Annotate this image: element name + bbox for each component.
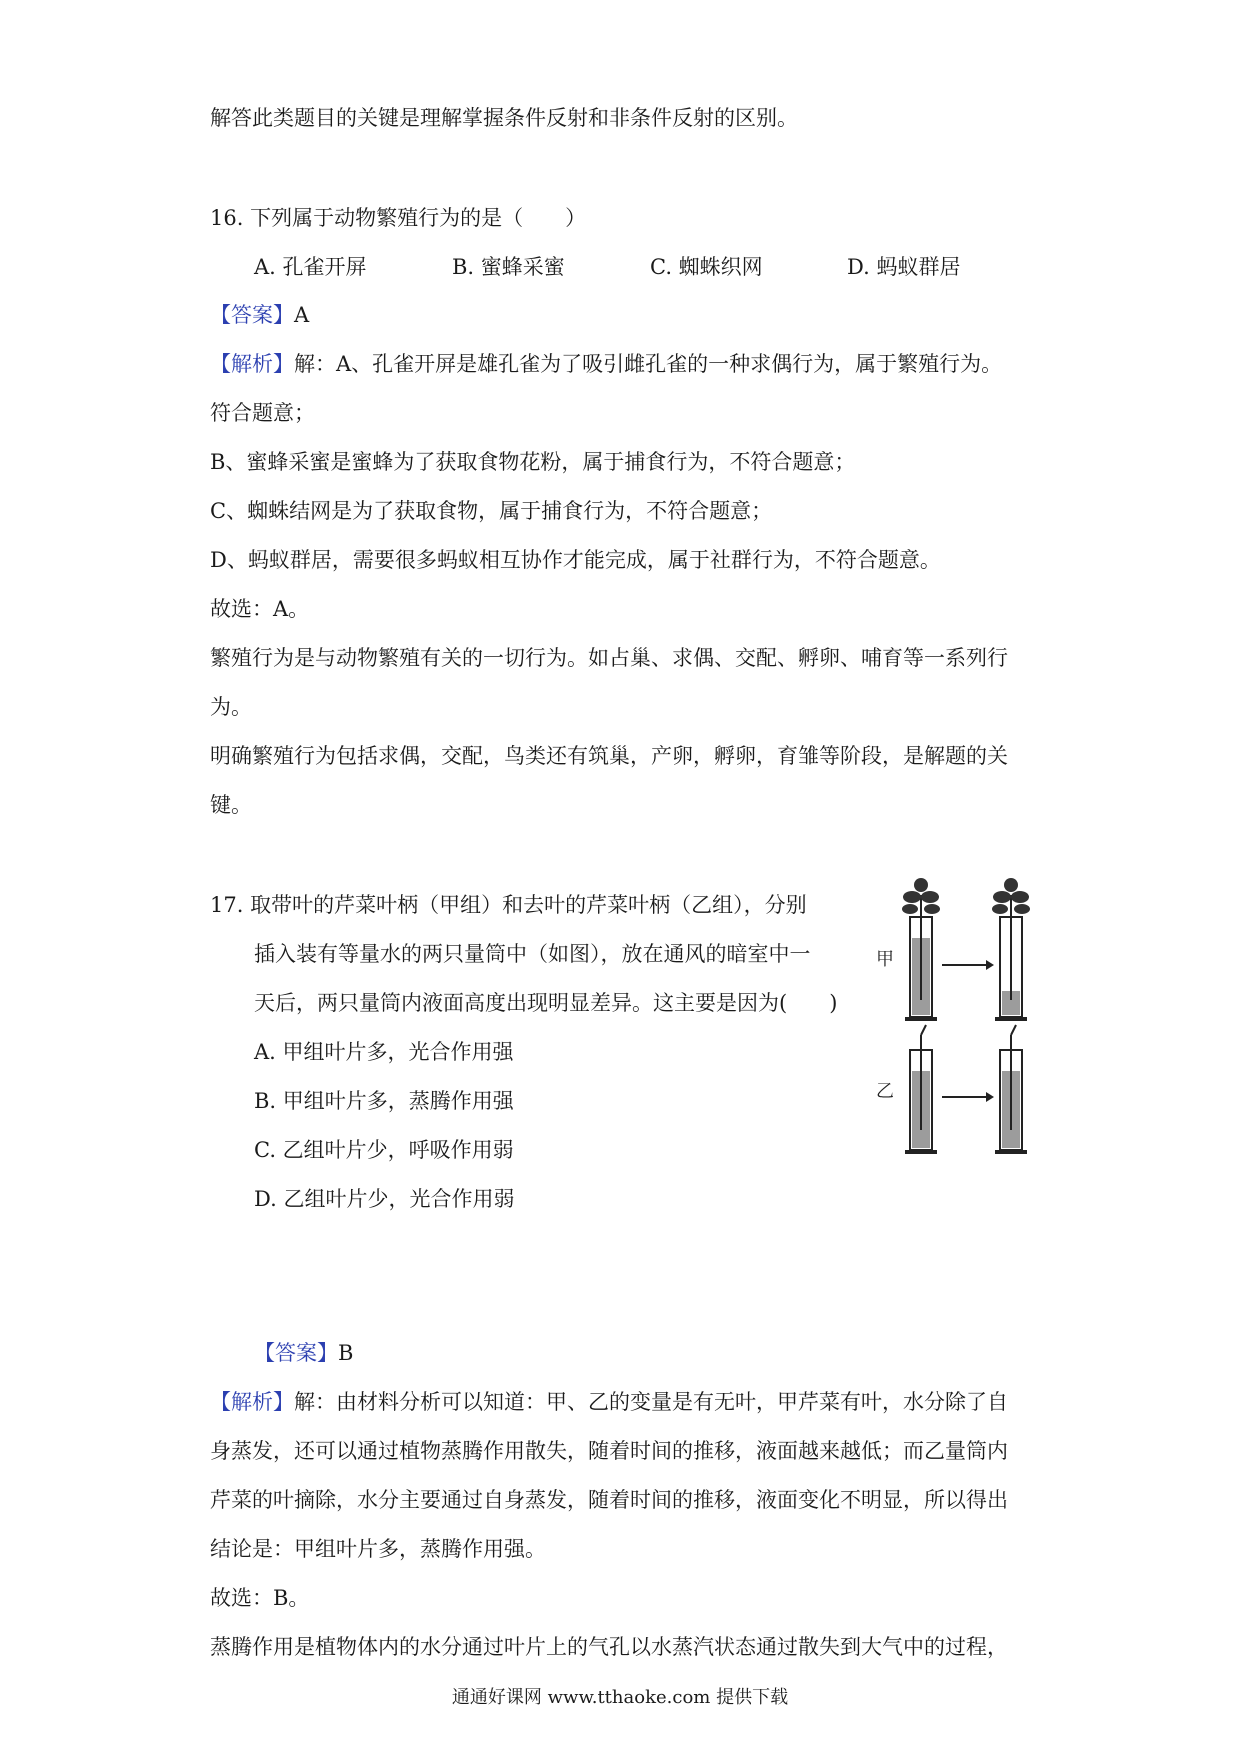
q16-analysis-line: C、蜘蛛结网是为了获取食物，属于捕食行为，不符合题意； <box>210 499 773 523</box>
q17-stem-line: 插入装有等量水的两只量筒中（如图），放在通风的暗室中一 <box>254 942 811 966</box>
q16-option-a: A. 孔雀开屏 <box>254 255 367 279</box>
q16-analysis-line: 【解析】解：A、孔雀开屏是雄孔雀为了吸引雌孔雀的一种求偶行为，属于繁殖行为。 <box>210 352 1003 376</box>
q16-option-b: B. 蜜蜂采蜜 <box>452 255 565 279</box>
q16-analysis-line: B、蜜蜂采蜜是蜜蜂为了获取食物花粉，属于捕食行为，不符合题意； <box>210 450 856 474</box>
q16-analysis-line: 繁殖行为是与动物繁殖有关的一切行为。如占巢、求偶、交配、孵卵、哺育等一系列行 <box>210 646 1008 670</box>
cylinder-jia-after <box>992 878 1030 1021</box>
q16-option-c: C. 蜘蛛织网 <box>650 255 763 279</box>
q17-stem-line: 17. 取带叶的芹菜叶柄（甲组）和去叶的芹菜叶柄（乙组），分别 <box>210 893 807 917</box>
analysis-tag: 【解析】 <box>210 352 294 376</box>
q17-analysis-line: 身蒸发，还可以通过植物蒸腾作用散失，随着时间的推移，液面越来越低；而乙量筒内 <box>210 1439 1008 1463</box>
q17-option-b: B. 甲组叶片多，蒸腾作用强 <box>254 1089 514 1113</box>
q16-analysis-line: 为。 <box>210 695 252 719</box>
q16-analysis-line: 符合题意； <box>210 401 315 425</box>
q16-analysis-line: 故选：A。 <box>210 597 310 621</box>
answer-tag: 【答案】 <box>254 1341 338 1365</box>
q17-answer-value: B <box>338 1341 354 1365</box>
q17-analysis-line: 【解析】解：由材料分析可以知道：甲、乙的变量是有无叶，甲芹菜有叶，水分除了自 <box>210 1390 1008 1414</box>
q17-analysis-line: 故选：B。 <box>210 1586 310 1610</box>
q16-option-d: D. 蚂蚁群居 <box>847 255 961 279</box>
arrow-yi <box>942 1092 994 1102</box>
page-footer: 通通好课网 www.tthaoke.com 提供下载 <box>451 1687 789 1708</box>
q16-answer-value: A <box>294 303 310 327</box>
q16-analysis-line: 明确繁殖行为包括求偶，交配，鸟类还有筑巢，产卵，孵卵，育雏等阶段，是解题的关 <box>210 744 1008 768</box>
q17-analysis-line: 芹菜的叶摘除，水分主要通过自身蒸发，随着时间的推移，液面变化不明显，所以得出 <box>210 1488 1008 1512</box>
cylinder-yi-before <box>905 1025 937 1154</box>
answer-tag: 【答案】 <box>210 303 294 327</box>
label-jia: 甲 <box>876 949 894 970</box>
q17-answer <box>254 1339 353 1367</box>
q17-option-c: C. 乙组叶片少，呼吸作用弱 <box>254 1138 514 1162</box>
analysis-tag: 【解析】 <box>210 1390 294 1414</box>
q17-stem-line: 天后，两只量筒内液面高度出现明显差异。这主要是因为( ) <box>254 991 838 1015</box>
q16-analysis-line: 键。 <box>210 793 252 817</box>
label-yi: 乙 <box>876 1081 894 1102</box>
q16-stem: 16. 下列属于动物繁殖行为的是（ ） <box>210 206 587 230</box>
q17-analysis-line: 蒸腾作用是植物体内的水分通过叶片上的气孔以水蒸汽状态通过散失到大气中的过程， <box>210 1635 1008 1659</box>
arrow-jia <box>942 960 994 970</box>
q16-analysis-line: D、蚂蚁群居，需要很多蚂蚁相互协作才能完成，属于社群行为，不符合题意。 <box>210 548 941 572</box>
cylinder-yi-after <box>995 1025 1027 1154</box>
q17-option-a: A. 甲组叶片多，光合作用强 <box>254 1040 514 1064</box>
celery-experiment-figure <box>870 875 1045 1155</box>
cylinder-jia-before <box>902 878 940 1021</box>
q16-answer <box>210 301 309 329</box>
q17-option-d: D. 乙组叶片少，光合作用弱 <box>254 1187 515 1211</box>
q17-analysis-line: 结论是：甲组叶片多，蒸腾作用强。 <box>210 1537 546 1561</box>
intro-line: 解答此类题目的关键是理解掌握条件反射和非条件反射的区别。 <box>210 106 798 130</box>
